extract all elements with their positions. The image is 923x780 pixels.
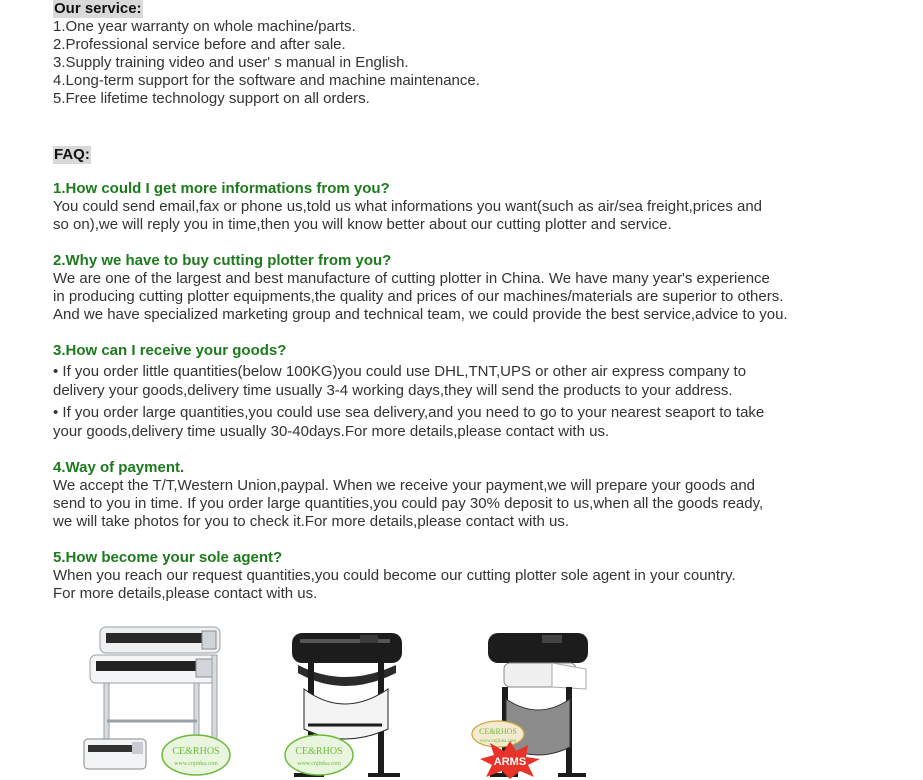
faq-question-2: 2.Why we have to buy cutting plotter from you? bbox=[53, 252, 392, 269]
faq-answer-line: we will take photos for you to check it.For more details,please contact with us. bbox=[53, 513, 570, 530]
faq-answer-line: so on),we will reply you in time,then you will know better about our cutting plotter and service. bbox=[53, 216, 672, 233]
service-heading: Our service: bbox=[54, 0, 142, 17]
faq-answer-line: • If you order little quantities(below 100KG)you could use DHL,TNT,UPS or other air express company to bbox=[53, 363, 747, 380]
service-item: 5.Free lifetime technology support on all orders. bbox=[53, 90, 370, 107]
faq-answer-line: We are one of the largest and best manufacture of cutting plotter in China. We have many year's experience bbox=[53, 270, 770, 287]
faq-question-5: 5.How become your sole agent? bbox=[53, 549, 283, 566]
faq-answer-line: We accept the T/T,Western Union,paypal. When we receive your payment,we will prepare your goods and bbox=[53, 477, 756, 494]
arms-badge bbox=[478, 739, 542, 779]
product-gallery bbox=[0, 615, 923, 780]
faq-question-3: 3.How can I receive your goods? bbox=[53, 342, 287, 359]
faq-question-4: 4.Way of payment. bbox=[53, 459, 185, 476]
faq-question-1: 1.How could I get more informations from you? bbox=[53, 180, 390, 197]
faq-answer-line: • If you order large quantities,you could use sea delivery,and you need to go to your nearest seaport to take bbox=[53, 404, 765, 421]
faq-answer-line: your goods,delivery time usually 30-40days.For more details,please contact with us. bbox=[53, 423, 610, 440]
badge-text: ARMS bbox=[493, 756, 527, 768]
logo-text: CE&RHOS bbox=[172, 746, 220, 757]
logo-text: CE&RHOS bbox=[479, 727, 517, 736]
service-item: 2.Professional service before and after sale. bbox=[53, 36, 346, 53]
faq-answer-line: And we have specialized marketing group and technical team, we could provide the best service,advice to you. bbox=[53, 306, 788, 323]
service-item: 3.Supply training video and user' s manual in English. bbox=[53, 54, 409, 71]
faq-answer-line: send to you in time. If you order large quantities,you could pay 30% deposit to us,when all the goods ready, bbox=[53, 495, 764, 512]
faq-answer-line: in producing cutting plotter equipments,the quality and prices of our machines/materials are superior to others. bbox=[53, 288, 784, 305]
logo-url: www.cnjinka.com bbox=[174, 761, 218, 767]
faq-answer-line: delivery your goods,delivery time usually 3-4 working days,they will send the products to your address. bbox=[53, 382, 733, 399]
faq-heading: FAQ: bbox=[54, 146, 90, 163]
faq-answer-line: When you reach our request quantities,you could become our cutting plotter sole agent in your country. bbox=[53, 567, 736, 584]
service-item: 4.Long-term support for the software and machine maintenance. bbox=[53, 72, 480, 89]
logo-url: www.cnjinka.com bbox=[479, 739, 517, 744]
brand-logo-stamp bbox=[283, 733, 355, 777]
document-body bbox=[53, 0, 913, 603]
faq-answer-line: For more details,please contact with us. bbox=[53, 585, 318, 602]
brand-logo-stamp bbox=[160, 733, 232, 777]
faq-answer-line: You could send email,fax or phone us,told us what informations you want(such as air/sea freight,prices and bbox=[53, 198, 763, 215]
service-item: 1.One year warranty on whole machine/parts. bbox=[53, 18, 356, 35]
logo-text: CE&RHOS bbox=[295, 746, 343, 757]
logo-url: www.cnjinka.com bbox=[297, 761, 341, 767]
